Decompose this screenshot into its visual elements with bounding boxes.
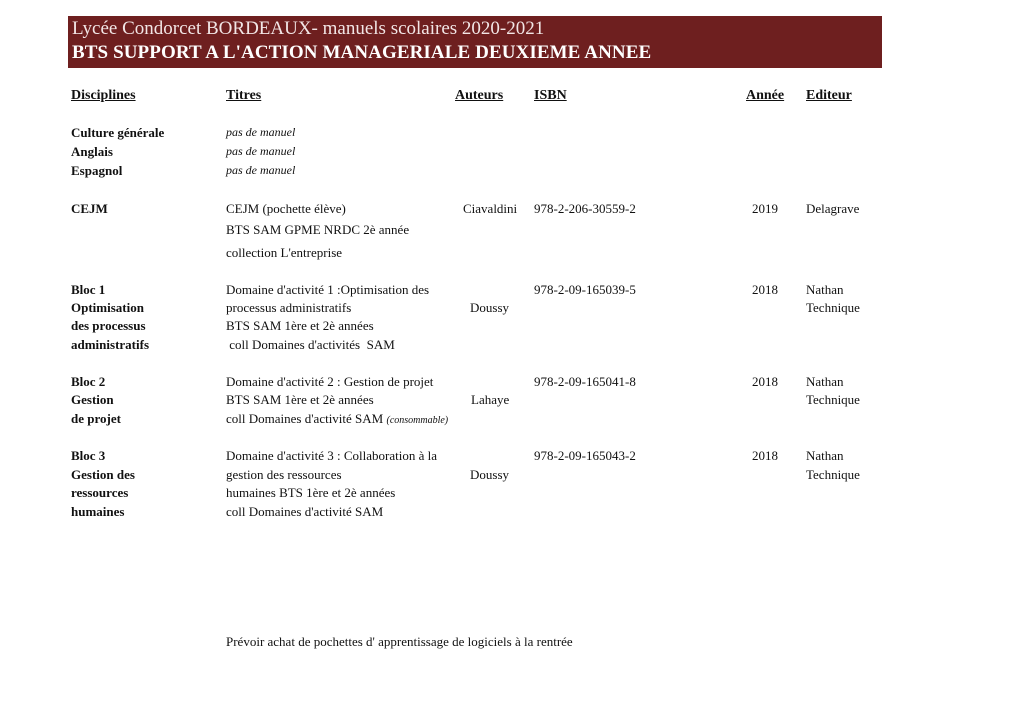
isbn-cell: 978-2-09-165043-2 bbox=[534, 448, 636, 463]
discipline-bloc3-line: humaines bbox=[71, 504, 125, 519]
titre-line: collection L'entreprise bbox=[226, 245, 343, 260]
titre-line: BTS SAM GPME NRDC 2è année bbox=[226, 222, 410, 237]
auteur-cell: Doussy bbox=[470, 467, 510, 482]
discipline-bloc3-line: Gestion des bbox=[71, 467, 135, 482]
header-isbn: ISBN bbox=[534, 88, 567, 103]
annee-cell: 2018 bbox=[752, 448, 778, 463]
consommable-note: (consommable) bbox=[386, 415, 449, 426]
titre-line: humaines BTS 1ère et 2è années bbox=[226, 485, 396, 500]
annee-cell: 2018 bbox=[752, 282, 778, 297]
annee-cell: 2018 bbox=[752, 374, 778, 389]
auteur-cell: Lahaye bbox=[471, 392, 510, 407]
page-banner bbox=[68, 16, 882, 68]
titre-line: BTS SAM 1ère et 2è années bbox=[226, 392, 374, 407]
no-manual-note: pas de manuel bbox=[226, 163, 296, 177]
discipline-bloc1-line: des processus bbox=[71, 318, 146, 333]
editeur-cell: Nathan bbox=[806, 282, 844, 297]
discipline-culture-generale: Culture générale bbox=[71, 125, 165, 140]
editeur-cell: Technique bbox=[806, 392, 860, 407]
titre-line: Domaine d'activité 2 : Gestion de projet bbox=[226, 374, 434, 389]
titre-line: coll Domaines d'activités SAM bbox=[226, 337, 395, 352]
program-title: BTS SUPPORT A L'ACTION MANAGERIALE DEUXIEME ANNEE bbox=[72, 42, 652, 63]
editeur-cell: Delagrave bbox=[806, 201, 860, 216]
titre-line: Domaine d'activité 3 : Collaboration à la bbox=[226, 448, 438, 463]
discipline-bloc2-line: Gestion bbox=[71, 392, 114, 407]
editeur-cell: Technique bbox=[806, 467, 860, 482]
header-auteurs: Auteurs bbox=[455, 88, 504, 103]
editeur-cell: Technique bbox=[806, 300, 860, 315]
annee-cell: 2019 bbox=[752, 201, 778, 216]
header-disciplines: Disciplines bbox=[71, 88, 136, 103]
school-title: Lycée Condorcet BORDEAUX- manuels scolaires 2020-2021 bbox=[72, 18, 545, 39]
no-manual-note: pas de manuel bbox=[226, 144, 296, 158]
titre-line: CEJM (pochette élève) bbox=[226, 201, 346, 216]
editeur-cell: Nathan bbox=[806, 448, 844, 463]
discipline-bloc1: Bloc 1 bbox=[71, 282, 106, 297]
footer-note: Prévoir achat de pochettes d' apprentissage de logiciels à la rentrée bbox=[226, 634, 573, 649]
editeur-cell: Nathan bbox=[806, 374, 844, 389]
discipline-cejm: CEJM bbox=[71, 201, 108, 216]
discipline-anglais: Anglais bbox=[71, 144, 113, 159]
discipline-bloc2: Bloc 2 bbox=[71, 374, 106, 389]
isbn-cell: 978-2-206-30559-2 bbox=[534, 201, 636, 216]
titre-line: gestion des ressources bbox=[226, 467, 342, 482]
titre-line: processus administratifs bbox=[226, 300, 352, 315]
discipline-bloc3-line: ressources bbox=[71, 485, 129, 500]
discipline-bloc1-line: Optimisation bbox=[71, 300, 144, 315]
titre-line: coll Domaines d'activité SAM bbox=[226, 504, 384, 519]
discipline-bloc3: Bloc 3 bbox=[71, 448, 106, 463]
header-editeur: Editeur bbox=[806, 88, 852, 103]
isbn-cell: 978-2-09-165039-5 bbox=[534, 282, 636, 297]
isbn-cell: 978-2-09-165041-8 bbox=[534, 374, 636, 389]
no-manual-note: pas de manuel bbox=[226, 125, 296, 139]
auteur-cell: Ciavaldini bbox=[463, 201, 518, 216]
header-annee: Année bbox=[746, 88, 785, 103]
header-titres: Titres bbox=[226, 88, 262, 103]
titre-line: coll Domaines d'activité SAM bbox=[226, 411, 384, 426]
discipline-espagnol: Espagnol bbox=[71, 163, 123, 178]
discipline-bloc2-line: de projet bbox=[71, 411, 121, 426]
discipline-bloc1-line: administratifs bbox=[71, 337, 149, 352]
titre-line-with-note bbox=[226, 411, 448, 427]
auteur-cell: Doussy bbox=[470, 300, 510, 315]
titre-line: Domaine d'activité 1 :Optimisation des bbox=[226, 282, 430, 297]
titre-line: BTS SAM 1ère et 2è années bbox=[226, 318, 374, 333]
